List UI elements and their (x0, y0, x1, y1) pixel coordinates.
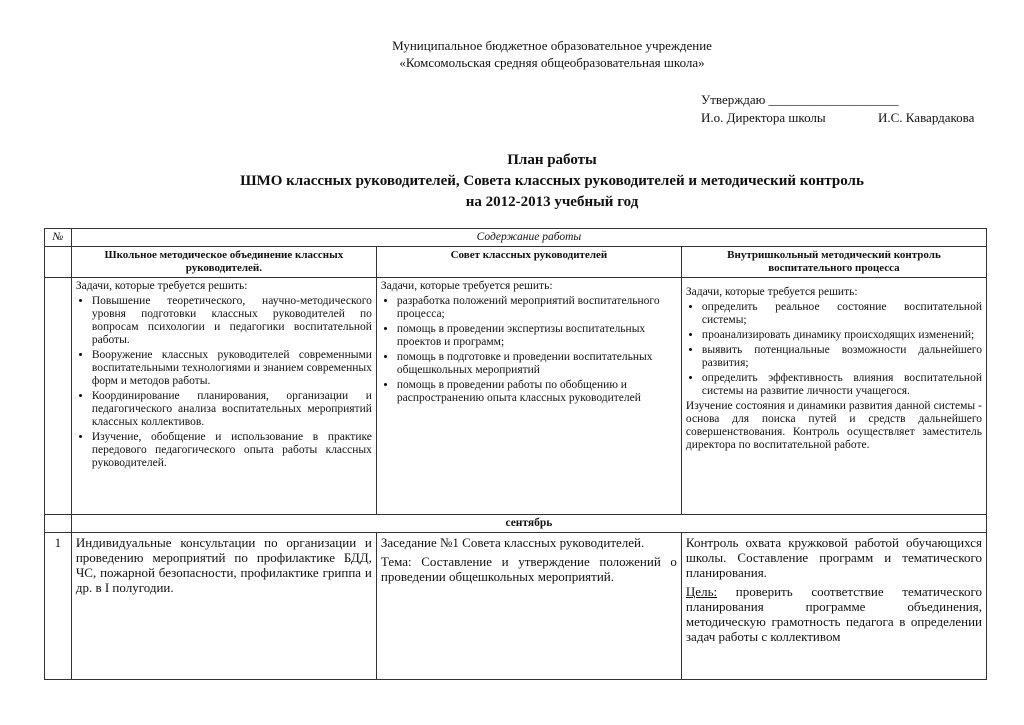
content-header: Содержание работы (71, 229, 986, 247)
list-item: • Координирование планирования, организации и педагогического анализа воспитательных мероприятий классных коллективов. (92, 390, 372, 429)
page-year: на 2012-2013 учебный год (465, 194, 639, 210)
goal-text: проверить соответствие тематического планирования программе объединения, методическую грамотность педагога в определении задач работы с коллективом (685, 584, 982, 644)
month-row (45, 515, 987, 533)
tasks-intro: Задачи, которые требуется решить: (685, 286, 858, 298)
col3-task-list (686, 301, 982, 398)
row1-col3 (681, 533, 986, 680)
col2-header: Совет классных руководителей (376, 247, 681, 278)
plan-table (44, 228, 987, 680)
row1-col3-line1: Контроль охвата кружковой работой обучающихся школы. Составление программ и тематического планирования. (685, 535, 982, 580)
list-item: • определить реальное состояние воспитательной системы; (702, 301, 982, 327)
list-item: • помощь в проведении работы по обобщению и распространению опыта классных руководителей (397, 379, 677, 405)
page-title: План работы (507, 152, 597, 168)
list-item: • Повышение теоретического, научно-методического уровня подготовки классных руководителей по вопросам психологии и педагогики воспитательной работы. (92, 295, 372, 347)
list-item: • помощь в подготовке и проведении воспитательных общешкольных мероприятий (397, 351, 677, 377)
list-item: • проанализировать динамику происходящих изменений; (702, 329, 982, 342)
tasks-intro: Задачи, которые требуется решить: (75, 280, 248, 292)
approve-role: И.о. Директора школы (701, 110, 826, 125)
col1-header: Школьное методическое объединение классных руководителей. (71, 247, 376, 278)
row1-col1: Индивидуальные консультации по организации и проведению мероприятий по профилактике БДД, ЧС, пожарной безопасности, профилактике гриппа и др. в I полугодии. (71, 533, 376, 680)
row1-col3-goal (686, 584, 982, 644)
goal-label: Цель: (685, 584, 718, 599)
list-item: • Вооружение классных руководителей современными воспитательными технологиями и знанием современных форм и методов работы. (92, 349, 372, 388)
empty-cell (45, 247, 72, 278)
org-name-line1: Муниципальное бюджетное образовательное учреждение (392, 38, 712, 53)
col3-header: Внутришкольный методический контроль воспитательного процесса (681, 247, 986, 278)
col2-tasks-cell (376, 278, 681, 515)
empty-cell (45, 515, 72, 533)
col1-task-list (76, 295, 372, 470)
list-item: • определить эффективность влияния воспитательной системы на развитие личности учащегося. (702, 372, 982, 398)
row-number: 1 (45, 533, 72, 680)
page-subtitle: ШМО классных руководителей, Совета классных руководителей и методический контроль (240, 173, 864, 189)
column-header-row (45, 247, 987, 278)
row1-col2 (376, 533, 681, 680)
tasks-row (45, 278, 987, 515)
row1-col2-line1: Заседание №1 Совета классных руководителей. (380, 535, 645, 550)
list-item: • выявить потенциальные возможности дальнейшего развития; (702, 344, 982, 370)
col3-tasks-cell (681, 278, 986, 515)
list-item: • помощь в проведении экспертизы воспитательных проектов и программ; (397, 323, 677, 349)
org-name-line2: «Комсомольская средняя общеобразовательная школа» (399, 55, 705, 70)
approve-name: И.С. Кавардакова (878, 110, 975, 125)
list-item: • Изучение, обобщение и использование в практике передового педагогического опыта работы классных руководителей. (92, 431, 372, 470)
table-row (45, 533, 987, 680)
month-label: сентябрь (71, 515, 986, 533)
row1-col2-line2: Тема: Составление и утверждение положений о проведении общешкольных мероприятий. (380, 554, 677, 584)
col1-tasks-cell (71, 278, 376, 515)
table-header-row (45, 229, 987, 247)
num-header: № (45, 229, 72, 247)
approve-signature-line (701, 110, 975, 126)
col2-task-list (381, 295, 677, 405)
list-item: • разработка положений мероприятий воспитательного процесса; (397, 295, 677, 321)
approve-label: Утверждаю ____________________ (701, 92, 899, 107)
col3-note: Изучение состояния и динамики развития данной системы - основа для поиска путей и средств дальнейшего совершенствования. Контроль осуществляет заместитель директора по воспитательной работе. (685, 400, 982, 451)
empty-cell (45, 278, 72, 515)
tasks-intro: Задачи, которые требуется решить: (380, 280, 553, 292)
